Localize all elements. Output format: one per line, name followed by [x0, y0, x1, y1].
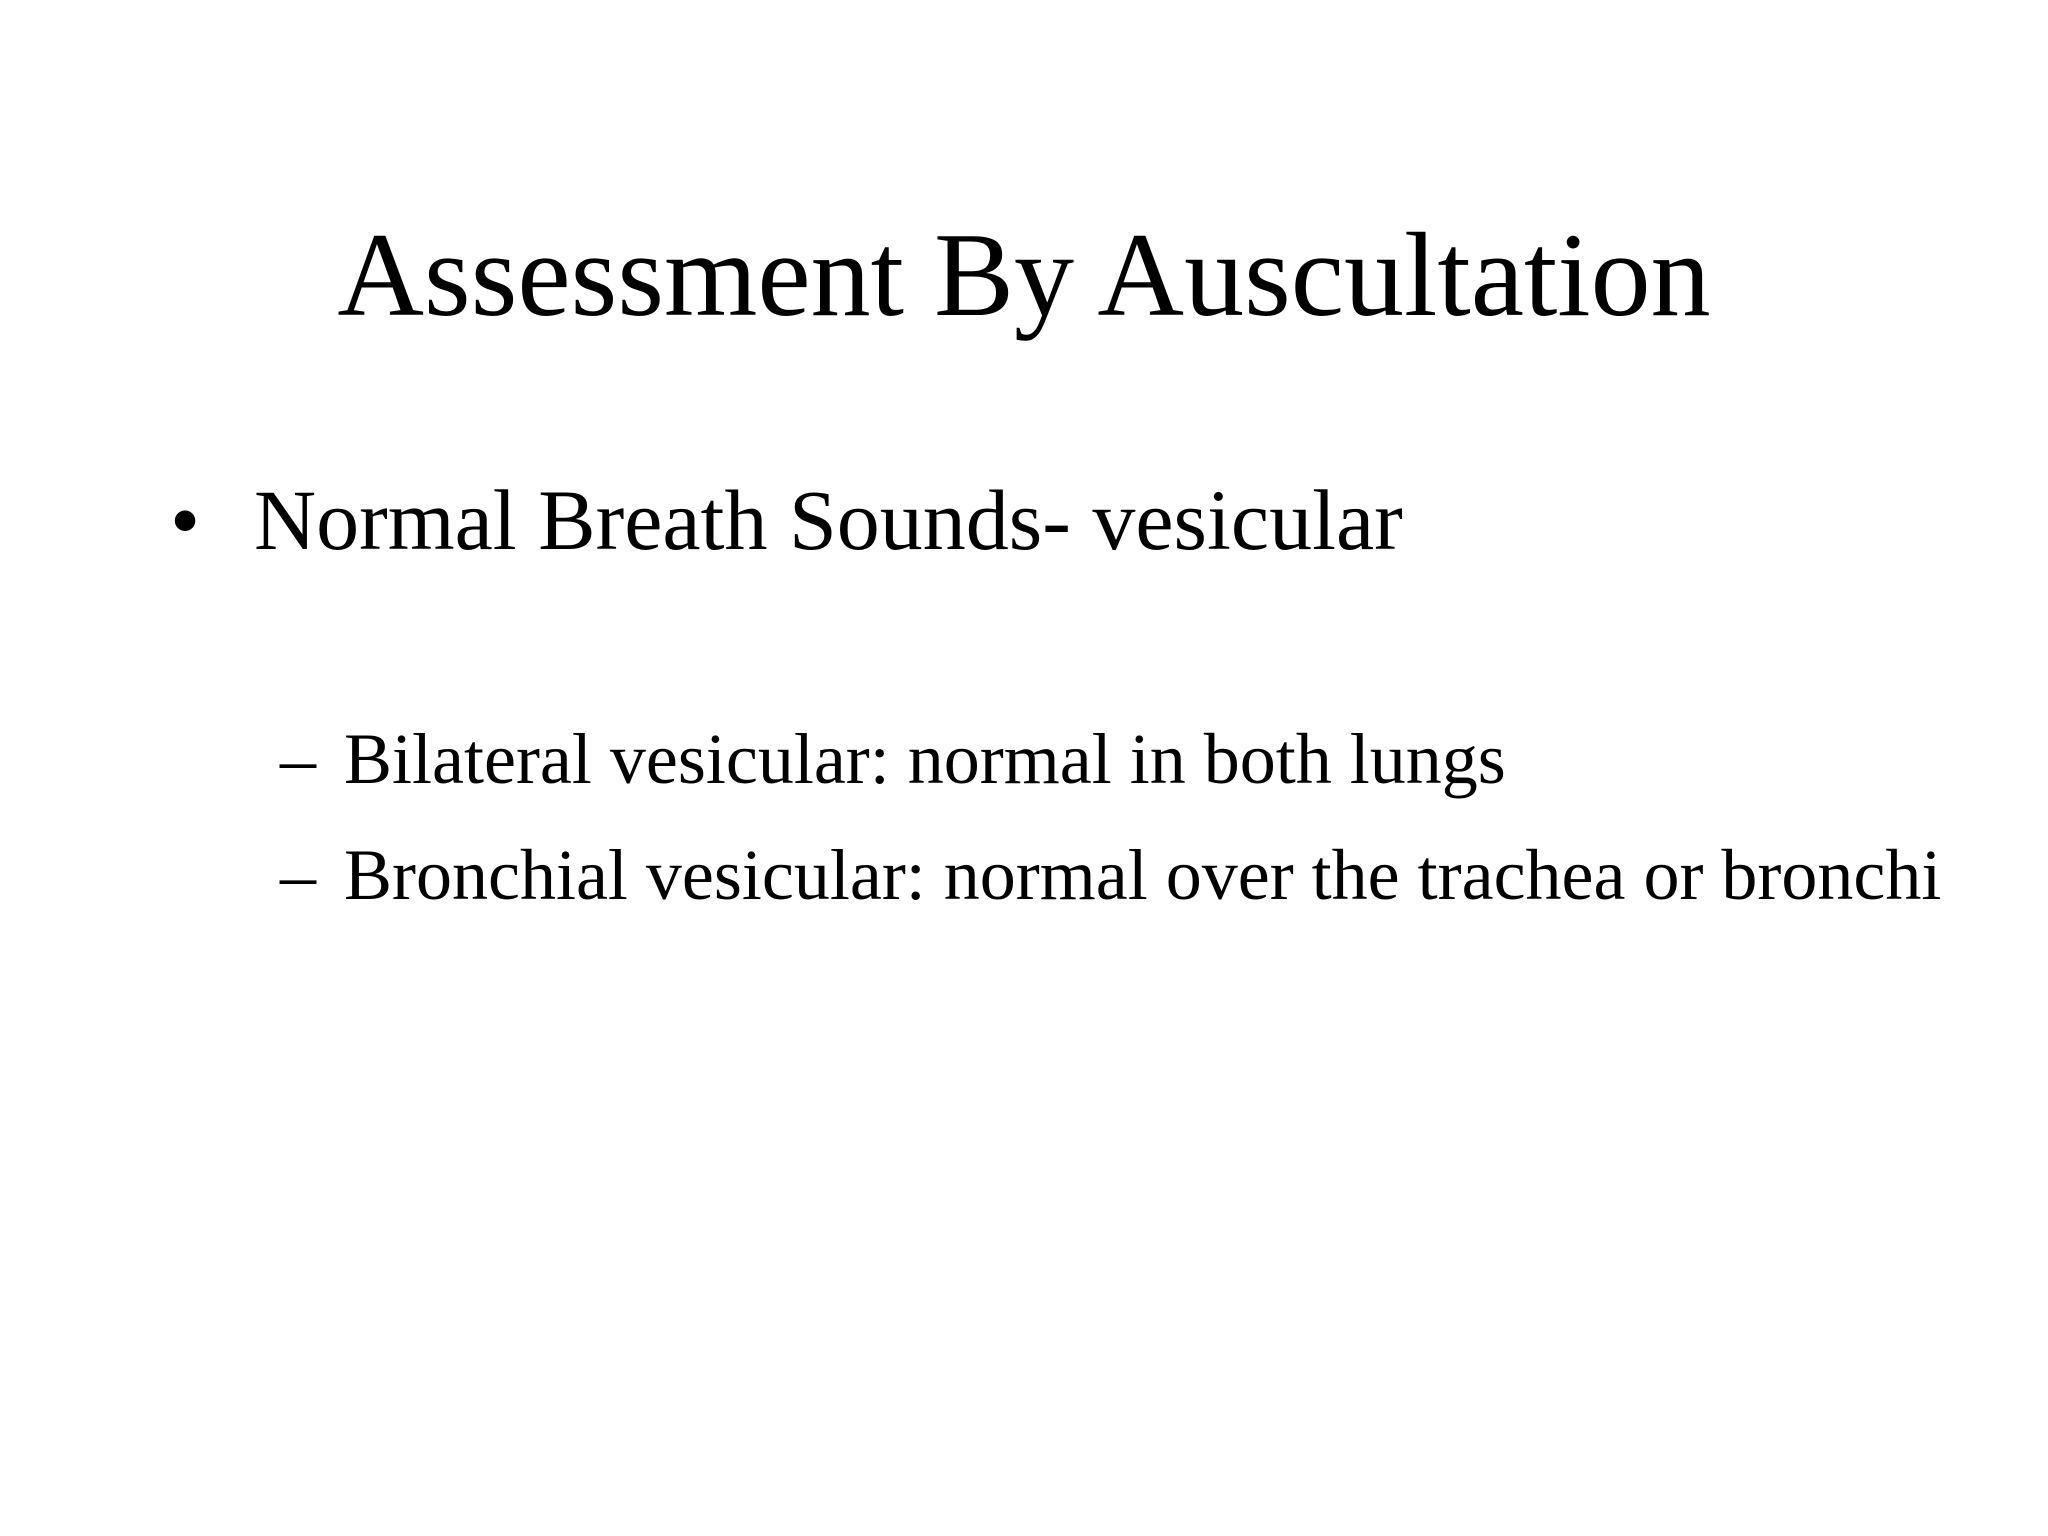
- bullet-text: Normal Breath Sounds- vesicular: [254, 472, 1403, 568]
- sub-bullet-marker: –: [280, 835, 316, 915]
- sub-bullet-text: Bilateral vesicular: normal in both lungs: [344, 719, 1506, 799]
- bullet-marker: •: [170, 472, 201, 568]
- sub-bullet-marker: –: [280, 719, 316, 799]
- sub-bullet-text: Bronchial vesicular: normal over the trachea or bronchi: [344, 835, 1942, 915]
- slide-title: Assessment By Auscultation: [337, 208, 1711, 341]
